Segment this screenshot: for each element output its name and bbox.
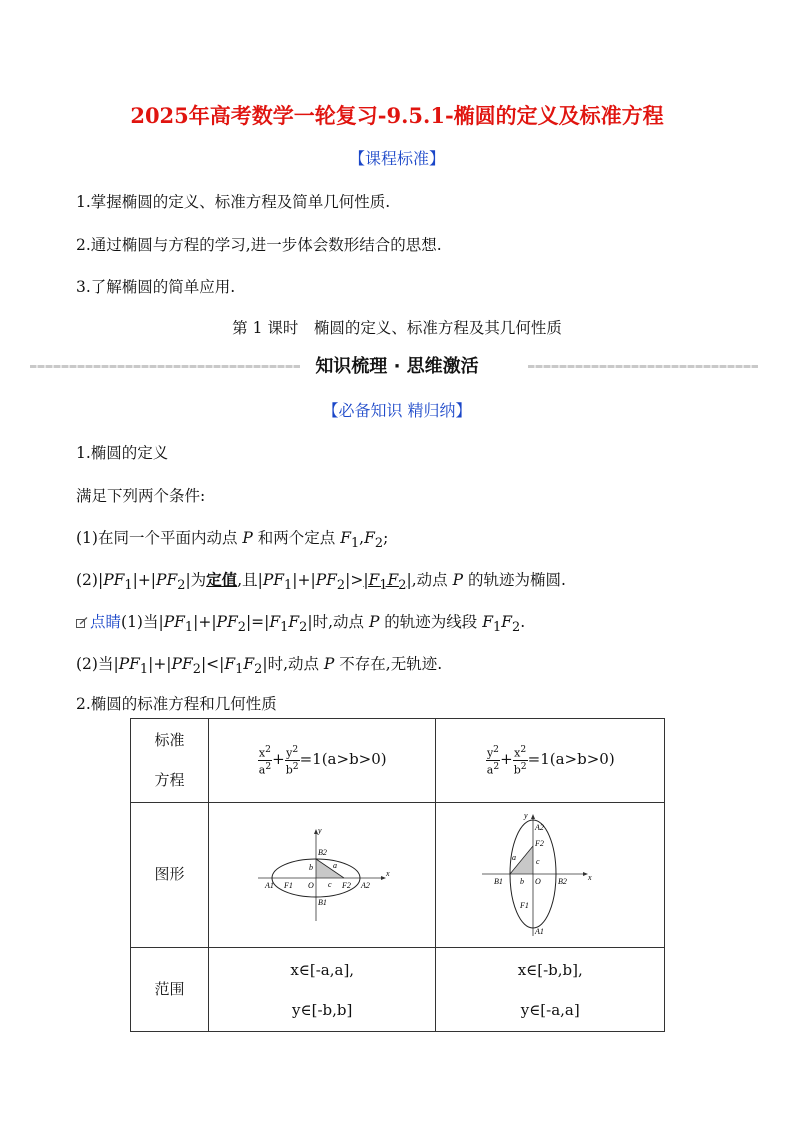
range-horizontal: x∈[-a,a], y∈[-b,b] [208,948,436,1032]
label-A1: A1 [265,881,275,890]
page-title: 2025年高考数学一轮复习-9.5.1-椭圆的定义及标准方程 [130,103,664,128]
label-B1: B1 [318,898,328,907]
label-c: c [328,880,332,889]
label-b: b [520,877,525,886]
condition-2: $(2)|PF_1|+|PF_2|$为定值,且$|PF_1|+|PF_2|>|F_1F_2|$,动点 P 的轨迹为椭圆. [76,570,566,594]
definition-heading: 1.椭圆的定义 [76,444,169,462]
label-F1: F1 [520,901,530,910]
definition-intro: 满足下列两个条件: [76,487,206,505]
table-row [131,719,665,803]
table-heading: 2.椭圆的标准方程和几何性质 [76,695,277,713]
row-label-equation: 标准 方程 [131,719,209,803]
label-A2: A2 [361,881,371,890]
label-x: x [386,869,390,878]
label-F2: F2 [535,839,545,848]
course-standard-header: 【课程标准】 [348,149,445,168]
label-O: O [308,881,314,890]
lesson-title: 第 1 课时 椭圆的定义、标准方程及其几何性质 [232,319,562,337]
fixed-value-term: 定值 [206,570,238,589]
label-B2: B2 [318,848,328,857]
row-label-figure: 图形 [131,803,209,948]
knowledge-header: 【必备知识 精归纳】 [322,401,472,420]
tip-1: 点睛(1)当$|PF_1|+|PF_2|=|F_1F_2|$时,动点 P 的轨迹为线段 $F_1F_2$. [76,610,525,635]
table-row [131,803,665,948]
range-vertical: x∈[-b,b], y∈[-a,a] [436,948,665,1032]
standard-item: 3.了解椭圆的简单应用. [76,278,236,296]
label-y: y [318,826,322,835]
label-F1: F1 [284,881,294,890]
horizontal-ellipse-figure [252,825,392,925]
label-O: O [535,877,542,886]
equation-vertical: $\frac{y^2}{a^2}$ + $\frac{x^2}{b^2}$ =1(a>b>0) [436,719,665,803]
section-banner [0,352,794,380]
standard-item: 2.通过椭圆与方程的学习,进一步体会数形结合的思想. [76,236,442,254]
label-a: a [333,861,338,870]
row-label-range: 范围 [131,948,209,1032]
label-A2: A2 [535,823,545,832]
label-b: b [309,863,314,872]
label-B2: B2 [558,877,568,886]
pencil-note-icon [76,617,88,628]
label-a: a [512,853,517,862]
standard-item: 1.掌握椭圆的定义、标准方程及简单几何性质. [76,193,391,211]
condition-1: (1)在同一个平面内动点 P 和两个定点 $F_1,F_2$; [76,529,389,552]
vertical-ellipse-figure [480,810,620,940]
tip-label: 点睛 [90,613,122,631]
label-x: x [588,873,592,882]
label-F2: F2 [342,881,352,890]
label-B1: B1 [494,877,504,886]
y-axis-arrow [531,814,535,819]
label-c: c [536,857,540,866]
label-A1: A1 [535,927,545,936]
ellipse-properties-table [130,718,665,1032]
equation-horizontal: $\frac{x^2}{a^2}$ + $\frac{y^2}{b^2}$ =1(a>b>0) [208,719,436,803]
figure-horizontal-cell [208,803,436,948]
table-row [131,948,665,1032]
tip-2: (2)当$|PF_1|+|PF_2|<|F_1F_2|$时,动点 P 不存在,无轨迹. [76,655,443,678]
label-y: y [524,811,528,820]
section-title: 知识梳理 · 思维激活 [315,356,479,377]
figure-vertical-cell [436,803,665,948]
